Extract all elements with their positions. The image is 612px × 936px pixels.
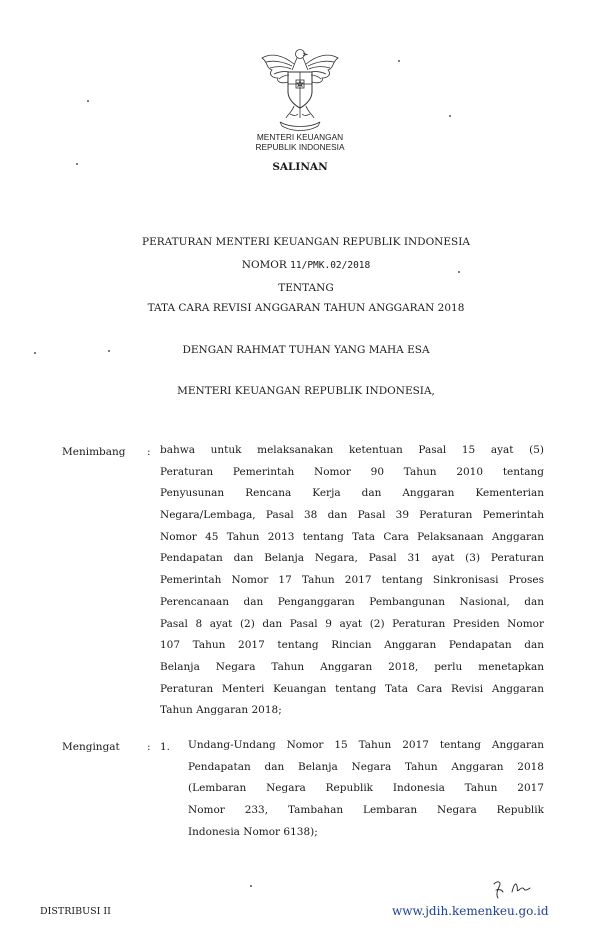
menimbang-line: Pemerintah Nomor 17 Tahun 2017 tentang Sinkronisasi Proses [160, 574, 544, 587]
menimbang-line: Peraturan Pemerintah Nomor 90 Tahun 2010 tentang [160, 465, 544, 478]
mengingat-line: Pendapatan dan Belanja Negara Tahun Anggaran 2018 [188, 760, 544, 773]
mengingat-label: Mengingat [62, 741, 120, 753]
menimbang-line: Peraturan Menteri Keuangan tentang Tata Cara Revisi Anggaran [160, 682, 544, 695]
menimbang-line: Belanja Negara Tahun Anggaran 2018, perlu menetapkan [160, 660, 544, 673]
menimbang-line: Nomor 45 Tahun 2013 tentang Tata Cara Pelaksanaan Anggaran [160, 530, 544, 543]
menimbang-line: 107 Tahun 2017 tentang Rincian Anggaran Pendapatan dan [160, 639, 544, 652]
menimbang-line: Penyusunan Rencana Kerja dan Anggaran Kementerian [160, 487, 544, 500]
regulation-subject: TATA CARA REVISI ANGGARAN TAHUN ANGGARAN 2018 [147, 302, 465, 314]
regulation-number [60, 259, 552, 271]
preamble-minister: MENTERI KEUANGAN REPUBLIK INDONESIA, [177, 385, 435, 397]
menimbang-line: Pasal 8 ayat (2) dan Pasal 9 ayat (2) Peraturan Presiden Nomor [160, 617, 544, 630]
paraf-signature-icon [490, 878, 536, 900]
menimbang-colon: : [147, 446, 151, 458]
mengingat-line: Undang-Undang Nomor 15 Tahun 2017 tentang Anggaran [188, 739, 544, 751]
scan-speck [34, 352, 36, 354]
ministry-name-line1: MENTERI KEUANGAN [256, 132, 344, 142]
distribution-label: DISTRIBUSI II [40, 906, 111, 917]
garuda-emblem-icon [258, 44, 342, 134]
scan-speck [458, 271, 460, 273]
mengingat-line: (Lembaran Negara Republik Indonesia Tahun 2017 [188, 782, 544, 795]
menimbang-line: Pendapatan dan Belanja Negara, Pasal 31 ayat (3) Peraturan [160, 552, 544, 565]
ministry-name-line2: REPUBLIK INDONESIA [255, 142, 345, 152]
copy-label: SALINAN [272, 161, 328, 173]
regulation-number-prefix: NOMOR [241, 259, 287, 271]
regulation-title-about: TENTANG [278, 282, 334, 294]
scan-speck [398, 60, 400, 62]
scan-speck [87, 100, 89, 102]
menimbang-line: bahwa untuk melaksanakan ketentuan Pasal 15 ayat (5) [160, 444, 544, 456]
menimbang-text [160, 440, 544, 722]
menimbang-line: Perencanaan dan Penganggaran Pembangunan Nasional, dan [160, 595, 544, 608]
menimbang-line: Tahun Anggaran 2018; [160, 704, 282, 717]
mengingat-colon: : [147, 741, 151, 753]
preamble-divine-grace: DENGAN RAHMAT TUHAN YANG MAHA ESA [182, 344, 430, 356]
menimbang-label: Menimbang [62, 446, 126, 458]
scan-speck [76, 163, 78, 165]
scan-speck [108, 350, 110, 352]
jdih-website-link[interactable]: www.jdih.kemenkeu.go.id [392, 904, 549, 918]
regulation-number-value: 11/PMK.02/2018 [290, 260, 371, 271]
menimbang-line: Negara/Lembaga, Pasal 38 dan Pasal 39 Peraturan Pemerintah [160, 509, 544, 522]
regulation-title-line1: PERATURAN MENTERI KEUANGAN REPUBLIK INDONESIA [142, 236, 470, 248]
mengingat-item-number: 1. [160, 741, 171, 753]
mengingat-text [188, 735, 544, 843]
scan-speck [250, 885, 252, 887]
scan-speck [449, 115, 451, 117]
mengingat-line: Nomor 233, Tambahan Lembaran Negara Republik [188, 804, 544, 817]
mengingat-line: Indonesia Nomor 6138); [188, 825, 318, 838]
